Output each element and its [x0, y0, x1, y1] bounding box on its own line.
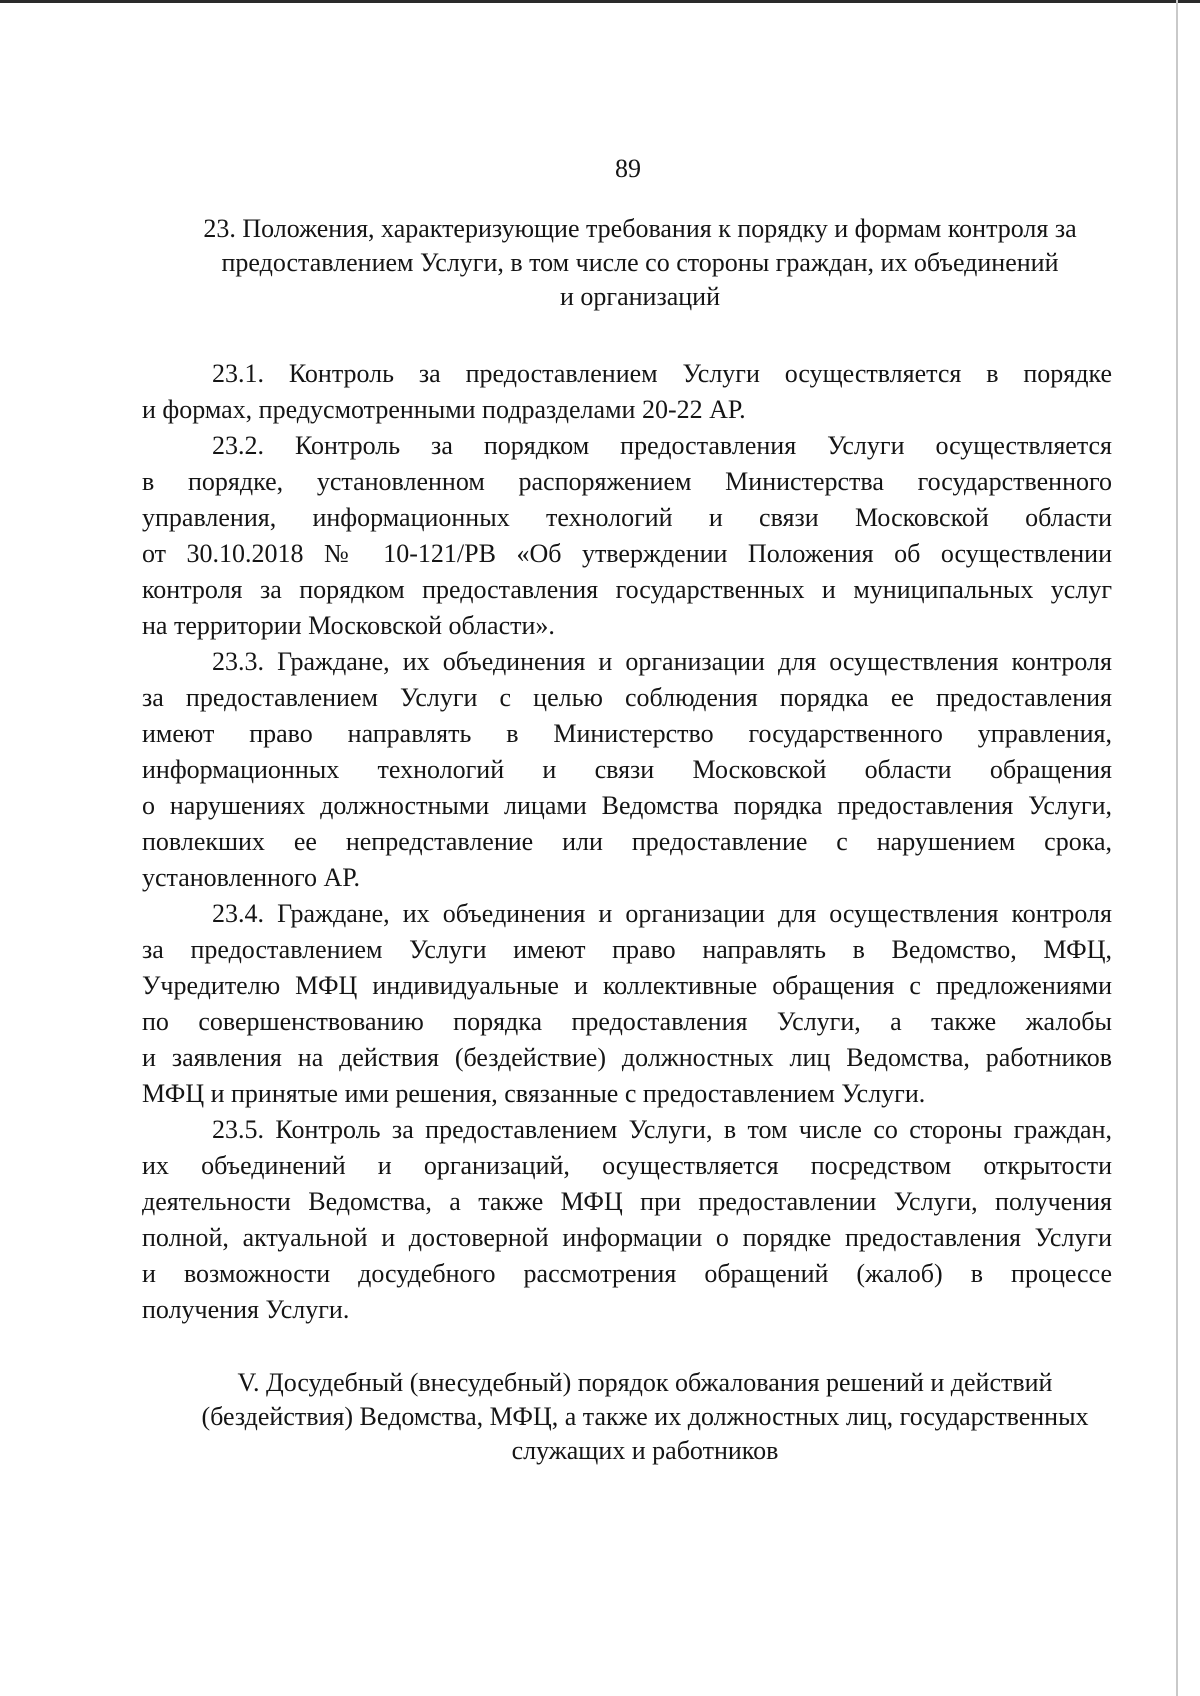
page-number: 89 — [615, 154, 641, 183]
paragraph-line: на территории Московской области». — [142, 611, 555, 640]
paragraph-23-5 — [142, 1112, 1112, 1328]
paragraph-line: 23.1. Контроль за предоставлением Услуги осуществляется в порядке — [212, 359, 1112, 388]
paragraph-line: их объединений и организаций, осуществляется посредством открытости — [142, 1151, 1112, 1180]
page-edge-top — [0, 0, 1200, 3]
paragraph-line: 23.5. Контроль за предоставлением Услуги, в том числе со стороны граждан, — [212, 1115, 1112, 1144]
paragraph-line: получения Услуги. — [142, 1295, 350, 1324]
section-23-heading — [140, 212, 1140, 314]
paragraph-line: за предоставлением Услуги имеют право направлять в Ведомство, МФЦ, — [142, 935, 1112, 964]
paragraph-line: имеют право направлять в Министерство государственного управления, — [142, 719, 1112, 748]
paragraph-line: 23.4. Граждане, их объединения и организации для осуществления контроля — [212, 899, 1112, 928]
paragraph-line: в порядке, установленном распоряжением Министерства государственного — [142, 467, 1112, 496]
section-23-body — [142, 356, 1112, 1328]
paragraph-23-4 — [142, 896, 1112, 1112]
section-v-heading — [150, 1366, 1140, 1468]
paragraph-line: о нарушениях должностными лицами Ведомства порядка предоставления Услуги, — [142, 791, 1112, 820]
paragraph-line: полной, актуальной и достоверной информации о порядке предоставления Услуги — [142, 1223, 1112, 1252]
paragraph-23-1 — [142, 356, 1112, 428]
heading-line: 23. Положения, характеризующие требования к порядку и формам контроля за — [203, 214, 1077, 243]
paragraph-line: МФЦ и принятые ими решения, связанные с предоставлением Услуги. — [142, 1079, 926, 1108]
paragraph-line: управления, информационных технологий и связи Московской области — [142, 503, 1112, 532]
page-edge-right — [1176, 0, 1178, 1696]
paragraph-line: установленного АР. — [142, 863, 360, 892]
paragraph-line: и заявления на действия (бездействие) должностных лиц Ведомства, работников — [142, 1043, 1112, 1072]
heading-line: (бездействия) Ведомства, МФЦ, а также их должностных лиц, государственных — [201, 1402, 1089, 1431]
paragraph-line: от 30.10.2018 № 10-121/РВ «Об утверждении Положения об осуществлении — [142, 539, 1112, 568]
heading-line: служащих и работников — [511, 1436, 779, 1465]
paragraph-line: и формах, предусмотренными подразделами 20-22 АР. — [142, 395, 746, 424]
paragraph-line: информационных технологий и связи Московской области обращения — [142, 755, 1112, 784]
paragraph-line: 23.2. Контроль за порядком предоставления Услуги осуществляется — [212, 431, 1112, 460]
paragraph-line: повлекших ее непредставление или предоставление с нарушением срока, — [142, 827, 1112, 856]
paragraph-line: Учредителю МФЦ индивидуальные и коллективные обращения с предложениями — [142, 971, 1112, 1000]
paragraph-line: деятельности Ведомства, а также МФЦ при предоставлении Услуги, получения — [142, 1187, 1112, 1216]
paragraph-23-2 — [142, 428, 1112, 644]
heading-line: и организаций — [560, 282, 720, 311]
heading-line: предоставлением Услуги, в том числе со стороны граждан, их объединений — [221, 248, 1059, 277]
paragraph-23-3 — [142, 644, 1112, 896]
paragraph-line: по совершенствованию порядка предоставления Услуги, а также жалобы — [142, 1007, 1112, 1036]
paragraph-line: за предоставлением Услуги с целью соблюдения порядка ее предоставления — [142, 683, 1112, 712]
paragraph-line: контроля за порядком предоставления государственных и муниципальных услуг — [142, 575, 1112, 604]
paragraph-line: и возможности досудебного рассмотрения обращений (жалоб) в процессе — [142, 1259, 1112, 1288]
paragraph-line: 23.3. Граждане, их объединения и организации для осуществления контроля — [212, 647, 1112, 676]
heading-line: V. Досудебный (внесудебный) порядок обжалования решений и действий — [237, 1368, 1053, 1397]
